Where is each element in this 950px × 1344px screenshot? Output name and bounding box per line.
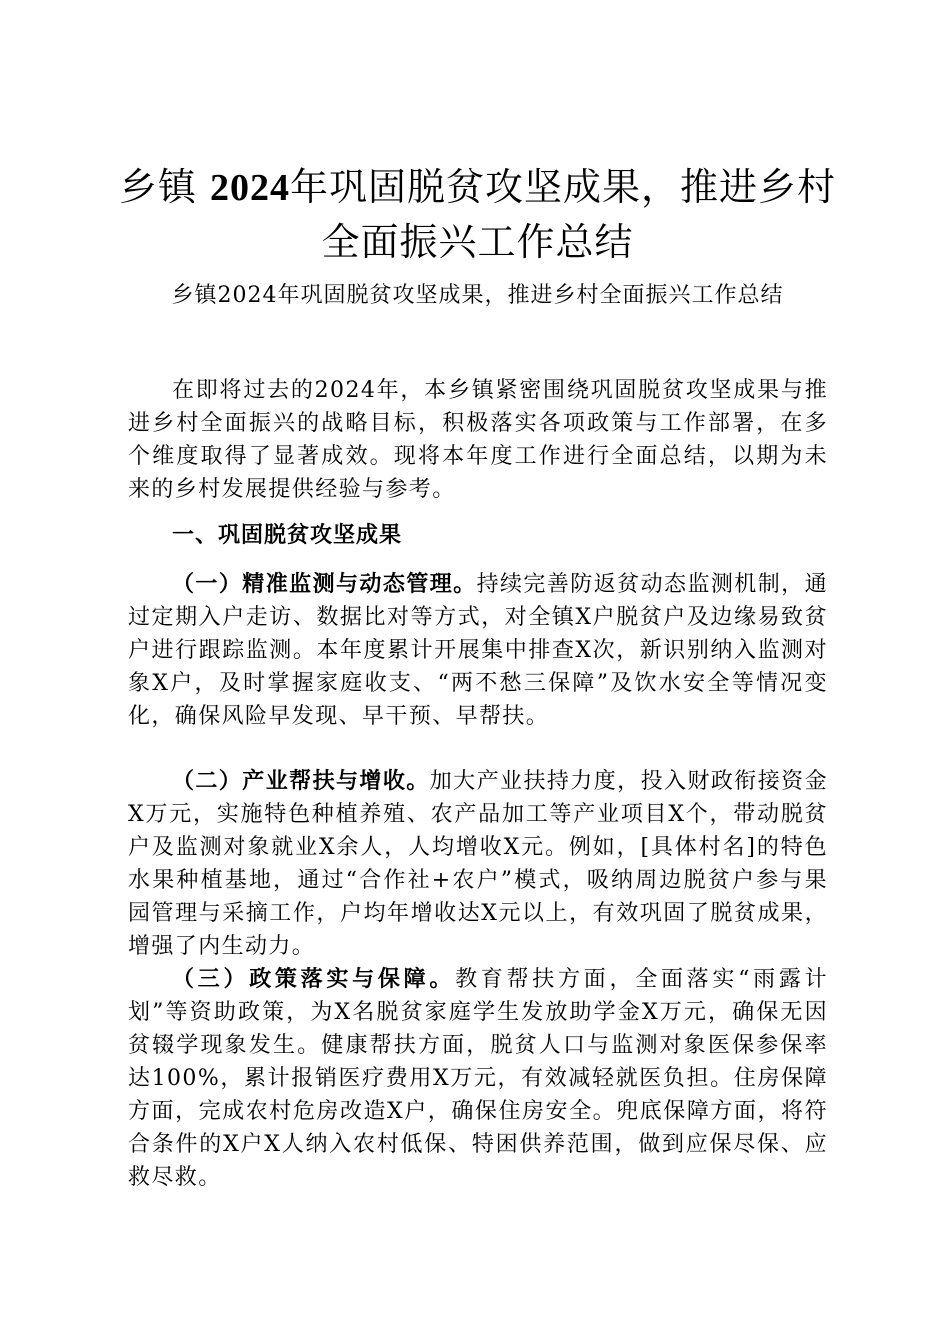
paragraph-monitoring: [128, 568, 828, 733]
paragraph-text: 教育帮扶方面，全面落实“雨露计划”等资助政策，为X名脱贫家庭学生发放助学金X万元，确保无因贫辍学现象发生。健康帮扶方面，脱贫人口与监测对象医保参保率达100%，累计报销医疗费用X万元，有效减轻就医负担。住房保障方面，完成农村危房改造X户，确保住房安全。兜底保障方面，将符合条件的X户X人纳入农村低保、特困供养范围，做到应保尽保、应救尽救。: [128, 967, 828, 1190]
intro-paragraph: 在即将过去的2024年，本乡镇紧密围绕巩固脱贫攻坚成果与推进乡村全面振兴的战略目标，积极落实各项政策与工作部署，在多个维度取得了显著成效。现将本年度工作进行全面总结，以期为未来的乡村发展提供经验与参考。: [128, 378, 828, 502]
paragraph-text: 加大产业扶持力度，投入财政衔接资金X万元，实施特色种植养殖、农产品加工等产业项目X个，带动脱贫户及监测对象就业X余人，人均增收X元。例如，[具体村名]的特色水果种植基地，通过“合作社+农户”模式，吸纳周边脱贫户参与果园管理与采摘工作，户均年增收达X元以上，有效巩固了脱贫成果，增强了内生动力。: [128, 769, 828, 959]
paragraph-lead: （三）政策落实与保障。: [172, 967, 456, 992]
title-year: 2024: [210, 167, 291, 209]
document-title: [110, 160, 845, 269]
paragraph-policy: [128, 963, 828, 1194]
section-heading: 一、巩固脱贫攻坚成果: [172, 523, 403, 548]
paragraph-text: 持续完善防返贫动态监测机制，通过定期入户走访、数据比对等方式，对全镇X户脱贫户及边缘易致贫户进行跟踪监测。本年度累计开展集中排查X次，新识别纳入监测对象X户，及时掌握家庭收支、“两不愁三保障”及饮水安全等情况变化，确保风险早发现、早干预、早帮扶。: [128, 572, 828, 729]
paragraph-lead: （二）产业帮扶与增收。: [172, 769, 430, 794]
paragraph-industry: [128, 765, 828, 963]
title-suffix: 年巩固脱贫攻坚成果，推进乡村全面振兴工作总结: [290, 165, 837, 264]
paragraph-lead: （一）精准监测与动态管理。: [172, 572, 477, 597]
title-prefix: 乡镇: [118, 165, 197, 209]
document-subtitle: 乡镇2024年巩固脱贫攻坚成果，推进乡村全面振兴工作总结: [171, 283, 784, 308]
